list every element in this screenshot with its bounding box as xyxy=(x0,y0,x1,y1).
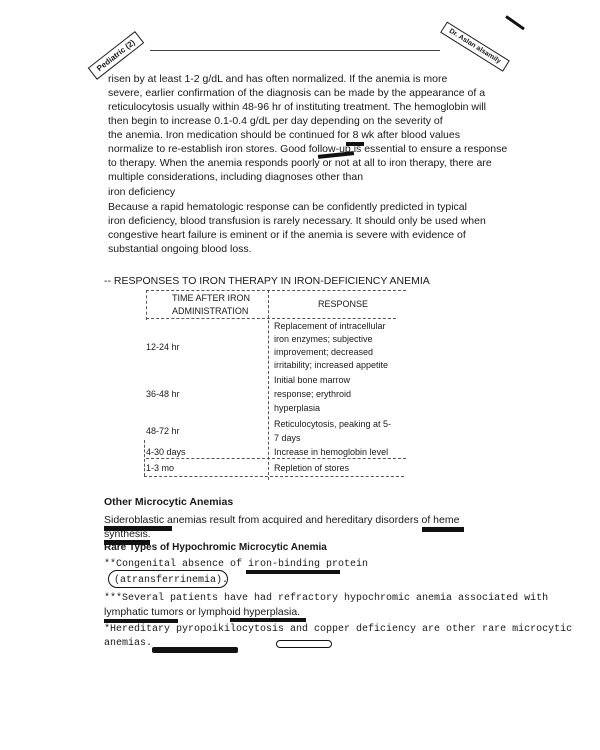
p1-line: the anemia. Iron medication should be continued for 8 wk after blood values xyxy=(108,129,460,141)
item-text: ***Several patients have had refractory hypochromic anemia associated with xyxy=(104,593,549,604)
item-text: (atransferrinemia). xyxy=(114,575,229,586)
table-row-response: irritability; increased appetite xyxy=(274,360,389,370)
table-header-response: RESPONSE xyxy=(318,299,369,309)
p2-line: iron deficiency, blood transfusion is rarely necessary. It should only be used when xyxy=(108,215,486,227)
handwritten-underline xyxy=(346,142,364,146)
table-row-response: Replacement of intracellular xyxy=(274,321,386,331)
p2-line: substantial ongoing blood loss. xyxy=(108,243,252,255)
handwritten-circle xyxy=(108,570,228,588)
handwritten-underline xyxy=(230,618,306,622)
table-row-time: 36-48 hr xyxy=(146,389,180,399)
handwritten-underline xyxy=(422,527,464,532)
handwritten-underline xyxy=(104,526,172,531)
p2-line: congestive heart failure is eminent or if the anemia is severe with evidence of xyxy=(108,229,466,241)
table-row-response: 7 days xyxy=(274,433,301,443)
handwritten-underline xyxy=(246,570,340,574)
item-text: *Hereditary pyropoikilocytosis and copper deficiency are other rare microcytic xyxy=(104,624,573,635)
table-row-time: 48-72 hr xyxy=(146,426,180,436)
p1-line: to therapy. When the anemia responds poorly or not at all to iron therapy, there are xyxy=(108,157,492,169)
table-row-response: Increase in hemoglobin level xyxy=(274,447,389,457)
handwritten-underline xyxy=(276,640,332,648)
section-text: synthesis. xyxy=(104,528,151,540)
table-row-response: Initial bone marrow xyxy=(274,375,351,385)
table-row-response: Repletion of stores xyxy=(274,463,350,473)
table-row-response: improvement; decreased xyxy=(274,347,374,357)
p1-line: risen by at least 1-2 g/dL and has often normalized. If the anemia is more xyxy=(108,73,448,85)
table-row-response: iron enzymes; subjective xyxy=(274,334,373,344)
table-row-time: 1-3 mo xyxy=(146,463,175,473)
p2-line: Because a rapid hematologic response can be confidently predicted in typical xyxy=(108,201,467,213)
table-title: -- RESPONSES TO IRON THERAPY IN IRON-DEFICIENCY ANEMIA xyxy=(104,275,430,287)
section-text: Sideroblastic anemias result from acquired and hereditary disorders of heme xyxy=(104,514,460,526)
p1-line: normalize to re-establish iron stores. Good follow-up is essential to ensure a response xyxy=(108,143,508,155)
header-corner-mark xyxy=(497,15,525,42)
handwritten-underline xyxy=(152,647,238,653)
p1-line: reticulocytosis usually within 48-96 hr of instituting treatment. The hemoglobin will xyxy=(108,101,486,113)
table-row-response: Reticulocytosis, peaking at 5- xyxy=(274,419,392,429)
table-header-time: ADMINISTRATION xyxy=(172,306,249,316)
section-heading: Other Microcytic Anemias xyxy=(104,496,234,508)
table-row-time: 12-24 hr xyxy=(146,342,180,352)
table-header-time: TIME AFTER IRON xyxy=(172,293,251,303)
table-row-time: 4-30 days xyxy=(146,447,186,457)
p1-line: then begin to increase 0.1-0.4 g/dL per day depending on the severity of xyxy=(108,115,443,127)
handwritten-underline xyxy=(104,540,150,545)
item-text: **Congenital absence of iron-binding protein xyxy=(104,559,369,570)
header-tag-right: Dr. Aslan alsamily xyxy=(440,21,509,71)
item-text: anemias. xyxy=(104,638,153,649)
p1-line: iron deficiency xyxy=(108,186,176,198)
header-tag-left: Pediatric (2) xyxy=(88,31,144,80)
header-rule xyxy=(150,50,440,51)
p1-line: multiple considerations, including diagnoses other than xyxy=(108,171,364,183)
table-row-response: hyperplasia xyxy=(274,403,321,413)
item-text: lymphatic tumors or lymphoid hyperplasia. xyxy=(104,606,301,618)
subsection-heading: Rare Types of Hypochromic Microcytic Anemia xyxy=(104,542,327,553)
p1-line: severe, earlier confirmation of the diagnosis can be made by the appearance of a xyxy=(108,87,486,99)
table-row-response: response; erythroid xyxy=(274,389,352,399)
